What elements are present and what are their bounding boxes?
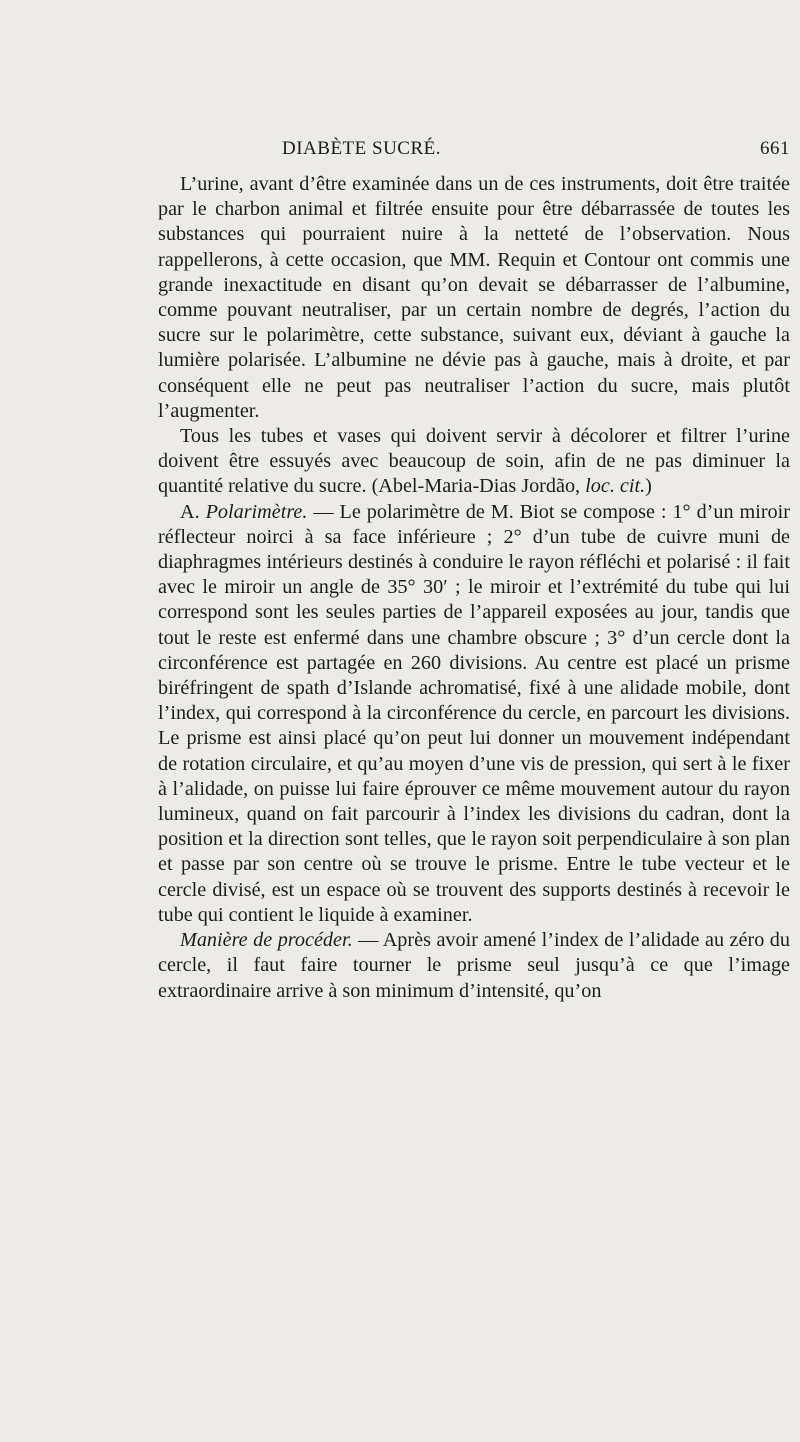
citation-reference: loc. cit. — [585, 475, 646, 498]
paragraph-text: Tous les tubes et vases qui doivent servir à décolorer et filtrer l’urine doivent être essuyés avec beaucoup de soin, afin de ne pas diminuer la quantité relative du sucre. (Abel-Maria-Dias Jordão, — [158, 425, 790, 498]
body-text — [158, 172, 790, 1004]
paragraph-procedure — [158, 928, 790, 1004]
paragraph-urine-preparation — [158, 172, 790, 424]
paragraph-text-end: ) — [645, 475, 652, 498]
section-heading: Polarimètre. — [205, 500, 308, 523]
section-letter: A. — [180, 500, 206, 523]
paragraph-tubes-and-vessels — [158, 424, 790, 500]
paragraph-text: L’urine, avant d’être examinée dans un de ces instruments, doit être traitée par le charbon animal et filtrée ensuite pour être débarrassée de toutes les substances qui pourraient nuire à la netteté de l’observation. Nous rappellerons, à cette occasion, que MM. Requin et Contour ont commis une grande inexactitude en disant qu’on devait se débarrasser de l’albumine, comme pouvant neutraliser, par un certain nombre de degrés, l’action du sucre sur le polarimètre, cette substance, suivant eux, déviant à gauche la lumière polarisée. L’albumine ne dévie pas à gauche, mais à droite, et par conséquent elle ne peut pas neutraliser l’action du sucre, mais plutôt l’augmenter. — [158, 173, 790, 422]
section-heading: Manière de procéder. — [180, 929, 353, 952]
paragraph-text: — Après avoir amené l’index de l’alidade au zéro du cercle, il faut faire tourner le prisme seul jusqu’à ce que l’image extraordinaire arrive à son minimum d’intensité, qu’on — [158, 929, 790, 1002]
page-number: 661 — [760, 138, 790, 159]
paragraph-polarimeter — [158, 500, 790, 928]
paragraph-text: — Le polarimètre de M. Biot se compose : 1° d’un miroir réflecteur noirci à sa face inférieure ; 2° d’un tube de cuivre muni de diaphragmes intérieurs destinés à conduire le rayon réfléchi et polarisé : il fait avec le miroir un angle de 35° 30′ ; le miroir et l’extrémité du tube qui lui correspond sont les seules parties de l’appareil exposées au jour, tandis que tout le reste est enfermé dans une chambre obscure ; 3° d’un cercle dont la circonférence est partagée en 260 divisions. Au centre est placé un prisme biréfringent de spath d’Islande achromatisé, fixé à une alidade mobile, dont l’index, qui correspond à la circonférence du cercle, en parcourt les divisions. Le prisme est ainsi placé qu’on peut lui donner un mouvement indépendant de rotation circulaire, et qu’au moyen d’une vis de pression, qui sert à le fixer à l’alidade, on puisse lui faire éprouver ce même mouvement autour du rayon lumineux, quand on fait parcourir à l’index les divisions du cadran, dont la position et la direction sont telles, que le rayon soit perpendiculaire à son plan et passe par son centre où se trouve le prisme. Entre le tube vecteur et le cercle divisé, est un espace où se trouvent des supports destinés à recevoir le tube qui contient le liquide à examiner. — [158, 500, 790, 926]
running-title: DIABÈTE SUCRÉ. — [282, 138, 441, 159]
running-head — [150, 138, 790, 168]
